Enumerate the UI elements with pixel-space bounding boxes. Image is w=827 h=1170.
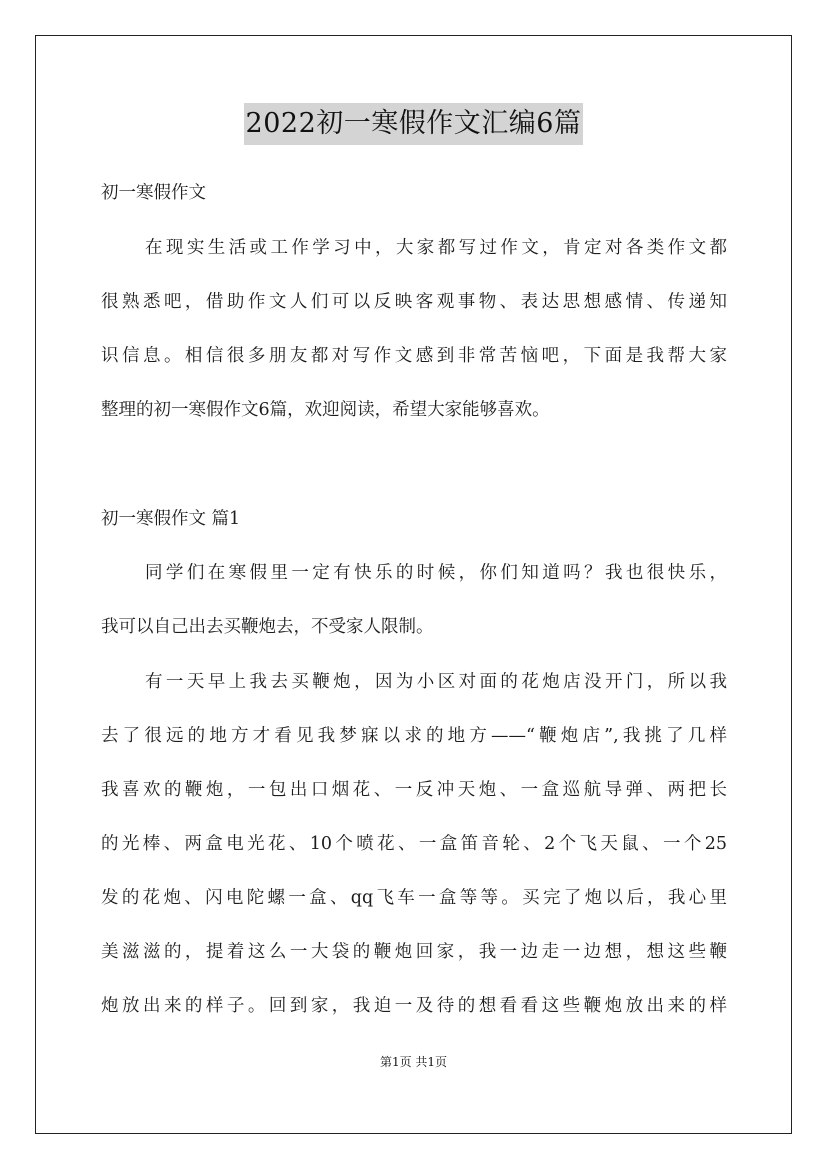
- p2-line-4: 的光棒、两盒电光花、10个喷花、一盒笛音轮、2个飞天鼠、一个25: [101, 834, 727, 854]
- p2-line-2: 去了很远的地方才看见我梦寐以求的地方——“鞭炮店”,我挑了几样: [101, 726, 727, 746]
- section-1-heading: 初一寒假作文 篇1: [101, 509, 241, 529]
- intro-line-2: 很熟悉吧，借助作文人们可以反映客观事物、表达思想感情、传递知: [101, 292, 727, 312]
- title-container: [0, 103, 827, 145]
- p1-line-1: 同学们在寒假里一定有快乐的时候，你们知道吗？我也很快乐，: [145, 563, 727, 583]
- intro-line-3: 识信息。相信很多朋友都对写作文感到非常苦恼吧，下面是我帮大家: [101, 346, 727, 366]
- document-title: 2022初一寒假作文汇编6篇: [244, 103, 584, 145]
- p2-line-3: 我喜欢的鞭炮，一包出口烟花、一反冲天炮、一盒巡航导弹、两把长: [101, 780, 727, 800]
- section-heading: 初一寒假作文: [101, 183, 206, 203]
- p1-line-2: 我可以自己出去买鞭炮去，不受家人限制。: [101, 617, 434, 637]
- p2-line-6: 美滋滋的，提着这么一大袋的鞭炮回家，我一边走一边想，想这些鞭: [101, 942, 727, 962]
- p2-line-7: 炮放出来的样子。回到家，我迫一及待的想看看这些鞭炮放出来的样: [101, 996, 727, 1016]
- p2-line-5: 发的花炮、闪电陀螺一盒、qq飞车一盒等等。买完了炮以后，我心里: [101, 888, 727, 908]
- intro-line-4: 整理的初一寒假作文6篇，欢迎阅读，希望大家能够喜欢。: [101, 400, 550, 420]
- page-footer: 第1页 共1页: [379, 1055, 448, 1069]
- p2-line-1: 有一天早上我去买鞭炮，因为小区对面的花炮店没开门，所以我: [145, 672, 727, 692]
- intro-line-1: 在现实生活或工作学习中，大家都写过作文，肯定对各类作文都: [145, 238, 727, 258]
